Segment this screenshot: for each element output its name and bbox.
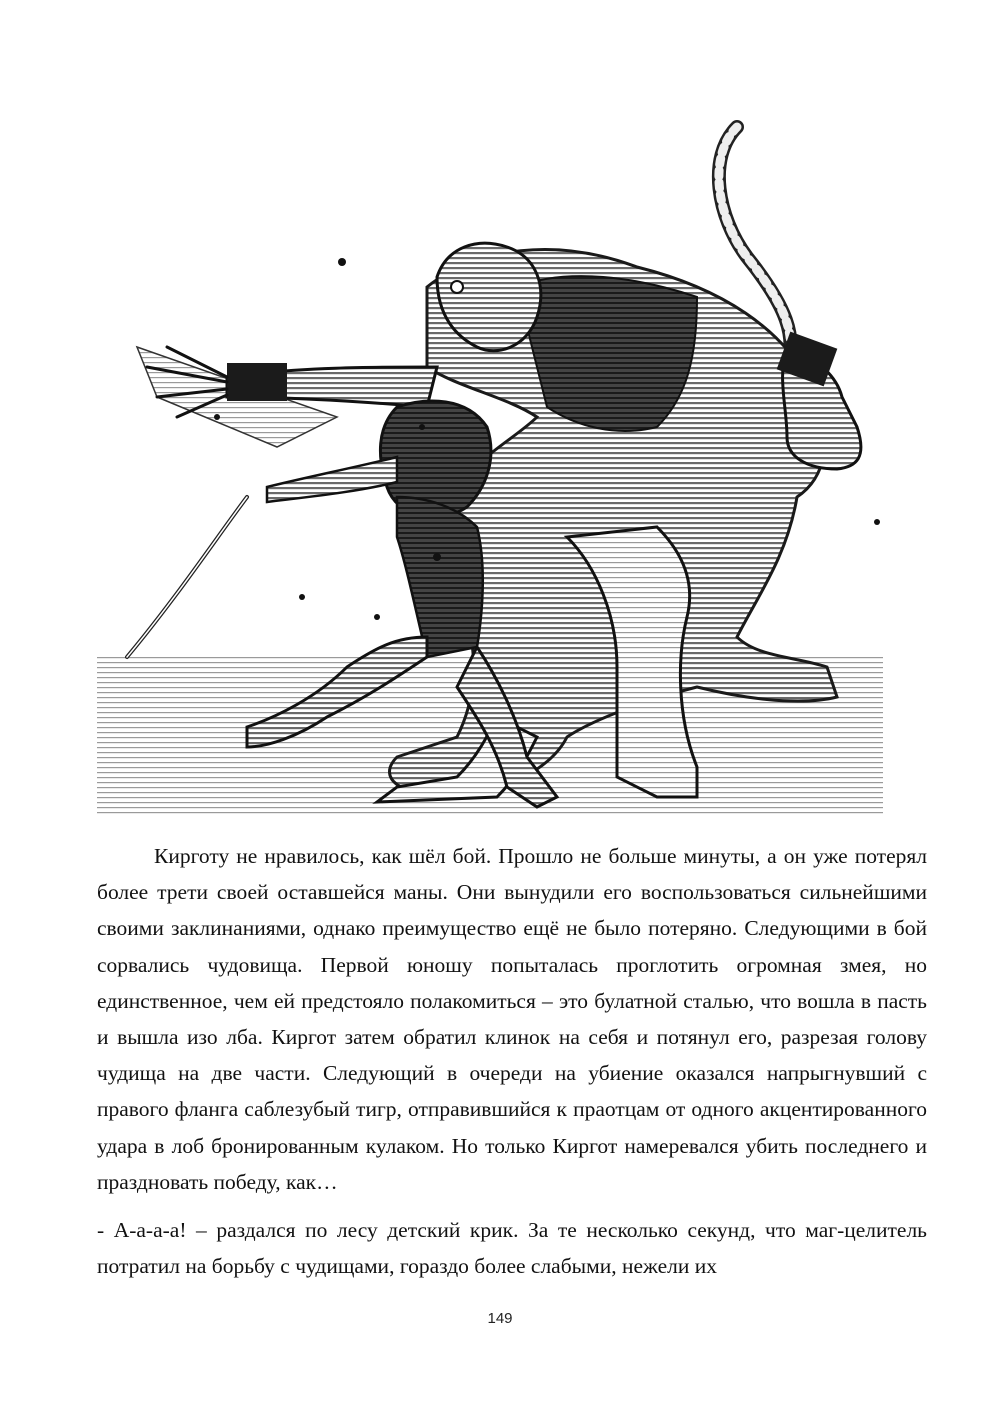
manga-fight-illustration-icon [97,97,883,815]
body-text [97,838,927,1284]
illustration [97,97,883,815]
paragraph: - А-а-а-а! – раздался по лесу детский крик. За те несколько секунд, что маг-целитель потратил на борьбу с чудищами, гораздо более слабыми, нежели их [97,1218,927,1279]
page-number: 149 [487,1310,513,1327]
paragraph: Кирготу не нравилось, как шёл бой. Прошло не больше минуты, а он уже потерял более трети своей оставшейся маны. Они вынудили его воспользоваться сильнейшими своими заклинаниями, однако преимущество ещё не было потеряно. Следующими в бой сорвались чудовища. Первой юношу попыталась проглотить огромная змея, но единственное, чем ей предстояло полакомиться – это булатной сталью, что вошла в пасть и вышла изо лба. Киргот затем обратил клинок на себя и потянул его, разрезая голову чудища на две части. Следующий в очереди на убиение оказался напрыгнувший с правого фланга саблезубый тигр, отправившийся к праотцам от одного акцентированного удара в лоб бронированным кулаком. Но только Киргот намеревался убить последнего и праздновать победу, как… [97,844,927,1194]
